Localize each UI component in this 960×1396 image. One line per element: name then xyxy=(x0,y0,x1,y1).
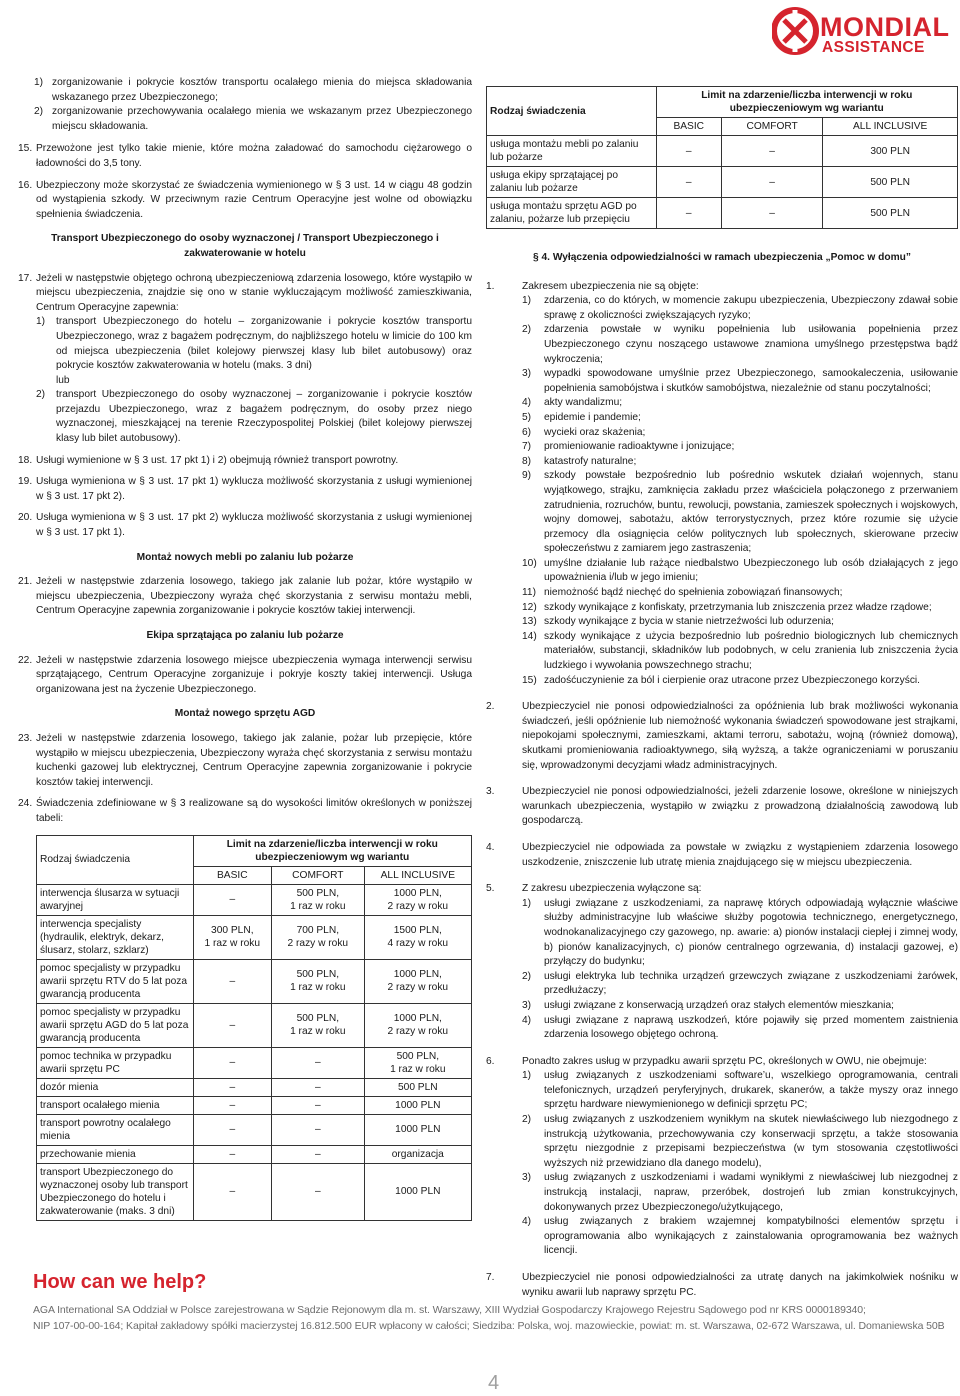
basic-cell: – xyxy=(193,1114,271,1145)
legal-line: AGA International SA Oddział w Polsce zarejestrowana w Sądzie Rejonowym dla m. st. Warszawy, XIII Wydział Gospodarczy Krajowego Rejestru Sądowego pod nr KRS 0000189340; xyxy=(33,1304,866,1316)
list-item: 12) szkody wynikające z konfiskaty, przetrzymania lub zniszczenia przez władze rządowe; xyxy=(522,601,932,613)
service-cell: interwencja ślusarza w sytuacji awaryjnej xyxy=(37,884,194,915)
service-cell: dozór mienia xyxy=(37,1078,194,1096)
comfort-cell: – xyxy=(272,1145,365,1163)
list-item: 1) usług związanych z uszkodzeniami software’u, wszelkiego oprogramowania, centrali telefonicznych, urządzeń peryferyjnych, drukarek, skanerów, a także myszy oraz innego sprzętu hardware niewymienionego w definicji sprzętu PC; xyxy=(522,1070,958,1111)
all-inclusive-cell: organizacja xyxy=(364,1145,471,1163)
table-row xyxy=(37,959,472,1003)
list-item: 6) wycieki oraz skażenia; xyxy=(522,426,646,438)
exclusion-1: 1. Zakresem ubezpieczenia nie są objęte: 1) zdarzenia, co do których, w momencie zakupu ubezpieczenia, Ubezpieczony zdawał sobie sprawę z okoliczności zwiększających ryzyko; 2) zdarzenia powstałe w wyniku popełnienia lub usiłowania popełnienia przez Ubezpieczonego czynu noszącego ustawowe znamiona umyślnego przestępstwa bądź wykroczenia; 3) wypadki spowodowane umyślnie przez Ubezpieczonego, samookaleczenia, usiłowanie popełnienia samobójstwa i skutków samobójstwa, niezależnie od stanu poczytalności; 4) akty wandalizmu; 5) epidemie i pandemie; 6) wycieki oraz skażenia; 7) promieniowanie radioaktywne i jonizujące; 8) katastrofy naturalne; 9) szkody powstałe bezpośrednio lub pośrednio wskutek działań wojennych, stanu wyjątkowego, strajku, zamknięcia zakładu przez właściciela połączonego z przerwaniem zatrudnienia, rozruchów, buntu, rewolucji, powstania, zamieszek społecznych i wojskowych, wojny domowej, sabotażu, aktów terrorystycznych, przez które rozumie się użycie przemocy dla osiągnięcia celów politycznych lub społecznych, skierowane przeciw społeczeństwu z zamiarem jego zastraszenia; 10) umyślne działanie lub rażące niedbalstwo Ubezpieczonego lub osób działających z jego upoważnienia i/lub w jego imieniu; 11) niemożność bądź niechęć do spełnienia zobowiązań finansowych; 12) szkody wynikające z konfiskaty, przetrzymania lub zniszczenia przez władze rządowe; 13) szkody wynikające z bycia w stanie nietrzeźwości lub odurzenia; 14) szkody wynikające z użycia bezpośrednio lub pośrednio biologicznych lub chemicznych materiałów, substancji, składników lub podobnych, w celu zranienia lub zniszczenia życia ludzkiego i wywołania powszechnego strachu; 15) zadośćuczynienie za ból i cierpienie oraz utracone przez Ubezpieczonego korzyści. xyxy=(486,280,958,689)
basic-cell: – xyxy=(193,1096,271,1114)
list-item: 1) usługi związane z uszkodzeniami, za naprawę których odpowiadają wyłącznie właściwe służby administracyjne lub właściwe służby pogotowia technicznego, energetycznego, wodnokanalizacyjnego czy gazowego, np. awarie: a) pionów instalacji ciepłej i zimnej wody, b) pionów kanalizacyjnych, c) pionów centralnego ogrzewania, d) instalacji gazowej, e) przyłączy do budynku; xyxy=(522,897,958,968)
list-item: 2) usługi elektryka lub technika urządzeń grzewczych związane z uszkodzeniami żarówek, przedłużaczy; xyxy=(522,970,958,997)
table-row xyxy=(487,167,958,198)
limit-header: Limit na zdarzenie/liczba interwencji w roku ubezpieczeniowym wg wariantu xyxy=(656,87,957,118)
list-item: 5) epidemie i pandemie; xyxy=(522,411,641,423)
all-inclusive-cell: 1000 PLN xyxy=(364,1096,471,1114)
comfort-cell: 700 PLN, 2 razy w roku xyxy=(272,915,365,959)
list-item: 8) katastrofy naturalne; xyxy=(522,455,637,467)
basic-cell: 300 PLN, 1 raz w roku xyxy=(193,915,271,959)
basic-cell: – xyxy=(193,1145,271,1163)
mondial-logo-icon xyxy=(772,6,822,56)
section-heading: Transport Ubezpieczonego do osoby wyznaczonej / Transport Ubezpieczonego i zakwaterowanie w hotelu xyxy=(51,233,439,259)
exclusion-3: 3. Ubezpieczyciel nie ponosi odpowiedzialności, jeżeli zdarzenie losowe, określone w niniejszych warunkach ubezpieczenia, wystąpiło w związku z prowadzoną działalnością zawodową lub gospodarczą. xyxy=(486,786,958,827)
service-cell: usługa montażu sprzętu AGD po zalaniu, pożarze lub przepięciu xyxy=(487,198,657,229)
basic-cell: – xyxy=(193,1163,271,1220)
section-heading: Montaż nowych mebli po zalaniu lub pożarze xyxy=(136,551,354,563)
exclusion-7: 7. Ubezpieczyciel nie ponosi odpowiedzialności za utratę danych na jakimkolwiek nośniku w wyniku awarii lub naprawy sprzętu PC. xyxy=(486,1272,958,1298)
comfort-cell: – xyxy=(272,1114,365,1145)
basic-cell: – xyxy=(656,167,721,198)
service-cell: pomoc specjalisty w przypadku awarii sprzętu RTV do 5 lat poza gwarancją producenta xyxy=(37,959,194,1003)
variant-all-inclusive: ALL INCLUSIVE xyxy=(823,118,958,136)
basic-cell: – xyxy=(193,1078,271,1096)
comfort-cell: 500 PLN, 1 raz w roku xyxy=(272,1003,365,1047)
list-item: 1) zorganizowanie i pokrycie kosztów transportu ocalałego mienia do miejsca składowania wskazanego przez Ubezpieczonego; xyxy=(34,77,472,103)
comfort-cell: – xyxy=(272,1096,365,1114)
comfort-cell: 500 PLN, 1 raz w roku xyxy=(272,884,365,915)
section-heading: Ekipa sprzątająca po zalaniu lub pożarze xyxy=(146,630,344,641)
variant-comfort: COMFORT xyxy=(721,118,822,136)
list-item: 7) promieniowanie radioaktywne i jonizujące; xyxy=(522,441,735,453)
list-item: 3) wypadki spowodowane umyślnie przez Ubezpieczonego, samookaleczenia, usiłowanie popełnienia samobójstwa i skutków samobójstwa, niezależnie od stanu poczytalności; xyxy=(522,368,958,394)
exclusion-2: 2. Ubezpieczyciel nie ponosi odpowiedzialności za opóźnienia lub brak możliwości wykonania świadczeń, jeśli opóźnienie lub niemożność wykonania świadczeń spowodowane jest strajkami, niepokojami społecznymi, zamieszkami, aktami terroru, sabotażu, wojną (również domową), skutkami promieniowania radioaktywnego, siłą wyższą, a także ograniczeniami w poruszaniu się, wprowadzonymi decyzjami władz administracyjnych. xyxy=(486,701,958,771)
basic-cell: – xyxy=(656,198,721,229)
exclusion-4: 4. Ubezpieczyciel nie odpowiada za powstałe w związku z wystąpieniem zdarzenia losowego uszkodzenie, zniszczenie lub utratę mienia znajdującego się w miejscu ubezpieczenia. xyxy=(486,841,958,868)
service-cell: transport powrotny ocalałego mienia xyxy=(37,1114,194,1145)
exclusion-6: 6. Ponadto zakres usług w przypadku awarii sprzętu PC, określonych w OWU, nie obejmuje: 1) usług związanych z uszkodzeniami software’u, wszelkiego oprogramowania, centrali telefonicznych, urządzeń peryferyjnych, drukarek, skanerów, a także myszy oraz innego sprzętu hardware niewymienionego w definicji sprzętu PC; 2) usług związanych z uszkodzeniem wynikłym na skutek niewłaściwego lub niezgodnego z instrukcją użytkowania, przechowywania czy konserwacji sprzętu, a także stosowania sprzętu niezgodnie z przepisami bezpieczeństwa (w tym stosowania częstotliwości wyższych niż przewidziano dla danego modelu), 3) usług związanych z uszkodzeniami i wadami wynikłymi z niewłaściwej lub niezgodnej z instrukcją instalacji, napraw, przeróbek, dostrojeń lub zmian konstrukcyjnych, dokonywanych przez Ubezpieczonego/użytkującego, 4) usług związanych z brakiem wzajemnej kompatybilności elementów sprzętu i oprogramowania albo wynikających z zainstalowania oprogramowania bez ważnych licencji. xyxy=(486,1055,958,1259)
variant-all-inclusive: ALL INCLUSIVE xyxy=(364,866,471,884)
paragraph-15: 15. Przewożone jest tylko takie mienie, które można załadować do samochodu ciężarowego o ładowności do 3,5 tony. xyxy=(18,143,472,169)
comfort-cell: – xyxy=(721,198,822,229)
all-inclusive-cell: 1000 PLN, 2 razy w roku xyxy=(364,884,471,915)
list-item: 1) zdarzenia, co do których, w momencie zakupu ubezpieczenia, Ubezpieczony zdawał sobie sprawę z okoliczności zwiększających ryzyko; xyxy=(522,295,958,321)
limit-header: Limit na zdarzenie/liczba interwencji w roku ubezpieczeniowym wg wariantu xyxy=(193,835,471,866)
help-heading: How can we help? xyxy=(33,1271,207,1293)
page-number: 4 xyxy=(488,1372,500,1394)
mondial-assistance-logo xyxy=(772,6,958,56)
all-inclusive-cell: 500 PLN xyxy=(364,1078,471,1096)
logo-subtitle: ASSISTANCE xyxy=(822,39,925,56)
all-inclusive-cell: 1500 PLN, 4 razy w roku xyxy=(364,915,471,959)
limits-table-right xyxy=(486,86,958,229)
service-cell: interwencja specjalisty (hydraulik, elektryk, dekarz, ślusarz, stolarz, szklarz) xyxy=(37,915,194,959)
limits-table xyxy=(36,835,472,1221)
right-column xyxy=(486,86,958,1312)
list-item: 4) usługi związane z naprawą uszkodzeń, które pojawiły się przed momentem zaistnienia zdarzenia losowego objętego ochroną. xyxy=(522,1014,958,1041)
table-row xyxy=(37,1163,472,1220)
table-row xyxy=(37,884,472,915)
service-cell: transport ocalałego mienia xyxy=(37,1096,194,1114)
all-inclusive-cell: 300 PLN xyxy=(823,136,958,167)
table-row xyxy=(487,136,958,167)
comfort-cell: – xyxy=(272,1163,365,1220)
paragraph-22: 22. Jeżeli w następstwie zdarzenia losowego miejsce ubezpieczenia wymaga interwencji serwisu sprzątającego, Centrum Operacyjne zorganizuje i pokryje koszty takiej interwencji. Usługa organizowana jest na życzenie Ubezpieczonego. xyxy=(18,654,472,695)
basic-cell: – xyxy=(193,1047,271,1078)
all-inclusive-cell: 500 PLN xyxy=(823,198,958,229)
list-item: 2) transport Ubezpieczonego do osoby wyznaczonej – zorganizowanie i pokrycie kosztów przejazdu Ubezpieczonego, wraz z bagażem podręcznym, do osoby przez niego wyznaczonej, mieszkającej na terenie Rzeczypospolitej Polskiej (bilet kolejowy pierwszej klasy lub bilet autobusowy). xyxy=(36,389,472,445)
comfort-cell: – xyxy=(272,1078,365,1096)
table-row xyxy=(37,1145,472,1163)
paragraph-16: 16. Ubezpieczony może skorzystać ze świadczenia wymienionego w § 3 ust. 14 w ciągu 48 godzin od wystąpienia szkody. W przeciwnym razie Centrum Operacyjne jest wolne od obowiązku spełnienia świadczenia. xyxy=(18,179,472,220)
list-item: lub xyxy=(56,374,70,386)
list-item: 11) niemożność bądź niechęć do spełnienia zobowiązań finansowych; xyxy=(522,587,843,599)
column-header: Rodzaj świadczenia xyxy=(37,835,194,884)
variant-basic: BASIC xyxy=(193,866,271,884)
paragraph-17: 17. Jeżeli w następstwie objętego ochroną ubezpieczeniową zdarzenia losowego, które wystąpiło w miejscu ubezpieczenia, znajdzie się ono w stanie wykluczającym możliwość zamieszkiwania, Centrum Operacyjne zapewnia: 1) transport Ubezpieczonego do hotelu – zorganizowanie i pokrycie kosztów transportu Ubezpieczonego, wraz z bagażem podręcznym, do najbliższego hotelu w limicie do 100 km od miejsca ubezpieczenia (bilet kolejowy pierwszej klasy lub bilet autobusowy) oraz pokrycie kosztów zakwaterowania w hotelu (maks. 3 dni) lub 2) transport Ubezpieczonego do osoby wyznaczonej – zorganizowanie i pokrycie kosztów przejazdu Ubezpieczonego, wraz z bagażem podręcznym, do osoby przez niego wyznaczonej, mieszkającej na terenie Rzeczypospolitej Polskiej (bilet kolejowy pierwszej klasy lub bilet autobusowy). xyxy=(18,272,472,447)
service-cell: usługa montażu mebli po zalaniu lub pożarze xyxy=(487,136,657,167)
table-row xyxy=(37,1114,472,1145)
list-item: 9) szkody powstałe bezpośrednio lub pośrednio wskutek działań wojennych, stanu wyjątkowego, strajku, zamknięcia zakładu przez właściciela połączonego z przerwaniem zatrudnienia, rozruchów, buntu, rewolucji, powstania, zamieszek społecznych i wojskowych, wojny domowej, sabotażu, aktów terrorystycznych, przez które rozumie się użycie przemocy dla osiągnięcia celów politycznych lub społecznych, skierowane przeciw społeczeństwu z zamiarem jego zastraszenia; xyxy=(522,470,958,555)
section-heading: § 4. Wyłączenia odpowiedzialności w ramach ubezpieczenia „Pomoc w domu” xyxy=(533,252,911,263)
exclusion-5: 5. Z zakresu ubezpieczenia wyłączone są: 1) usługi związane z uszkodzeniami, za naprawę których odpowiadają wyłącznie właściwe służby administracyjne lub właściwe służby pogotowia technicznego, energetycznego, wodnokanalizacyjnego czy gazowego, np. awarie: a) pionów instalacji ciepłej i zimnej wody, b) pionów kanalizacyjnych, c) pionów centralnego ogrzewania, d) instalacji gazowej, e) przyłączy do budynku; 2) usługi elektryka lub technika urządzeń grzewczych związane z uszkodzeniami żarówek, przedłużaczy; 3) usługi związane z konserwacją urządzeń oraz stałych elementów mieszkania; 4) usługi związane z naprawą uszkodzeń, które pojawiły się przed momentem zaistnienia zdarzenia losowego objętego ochroną. xyxy=(486,882,958,1043)
list-item: 15) zadośćuczynienie za ból i cierpienie oraz utracone przez Ubezpieczonego korzyści. xyxy=(522,674,921,686)
variant-comfort: COMFORT xyxy=(272,866,365,884)
all-inclusive-cell: 1000 PLN xyxy=(364,1163,471,1220)
basic-cell: – xyxy=(193,959,271,1003)
table-row xyxy=(37,1096,472,1114)
service-cell: usługa ekipy sprzątającej po zalaniu lub pożarze xyxy=(487,167,657,198)
section-heading: Montaż nowego sprzętu AGD xyxy=(174,708,316,720)
list-item: 2) usług związanych z uszkodzeniem wynikłym na skutek niewłaściwego lub niezgodnego z instrukcją użytkowania, przechowywania czy konserwacji sprzętu, a także stosowania sprzętu niezgodnie z przepisami bezpieczeństwa (w tym stosowania częstotliwości wyższych niż przewidziano dla danego modelu), xyxy=(522,1114,958,1169)
all-inclusive-cell: 1000 PLN, 2 razy w roku xyxy=(364,959,471,1003)
list-item: 13) szkody wynikające z bycia w stanie nietrzeźwości lub odurzenia; xyxy=(522,616,834,628)
list-item: 1) transport Ubezpieczonego do hotelu – zorganizowanie i pokrycie kosztów transportu Ubezpieczonego, wraz z bagażem podręcznym, do najbliższego hotelu w limicie do 100 km od miejsca ubezpieczenia (bilet kolejowy pierwszej klasy lub bilet autobusowy) oraz pokrycie kosztów zakwaterowania w hotelu (maks. 3 dni) xyxy=(36,316,472,372)
list-item: 2) zorganizowanie przechowywania ocalałego mienia we wskazanym przez Ubezpieczonego miejscu składowania. xyxy=(34,106,472,132)
basic-cell: – xyxy=(193,884,271,915)
paragraph-18: 18. Usługi wymienione w § 3 ust. 17 pkt 1) i 2) obejmują również transport powrotny. xyxy=(18,454,399,466)
table-row xyxy=(487,198,958,229)
all-inclusive-cell: 500 PLN xyxy=(823,167,958,198)
table-row xyxy=(37,1078,472,1096)
paragraph-20: 20. Usługa wymieniona w § 3 ust. 17 pkt 2) wyklucza możliwość skorzystania z usługi wymienionej w § 3 ust. 17 pkt 1). xyxy=(18,512,472,539)
comfort-cell: – xyxy=(272,1047,365,1078)
comfort-cell: 500 PLN, 1 raz w roku xyxy=(272,959,365,1003)
column-header: Rodzaj świadczenia xyxy=(487,87,657,136)
list-item: 2) zdarzenia powstałe w wyniku popełnienia lub usiłowania popełnienia przez Ubezpieczonego czynu noszącego ustawowe znamiona umyślnego przestępstwa bądź wykroczenia; xyxy=(522,324,958,365)
basic-cell: – xyxy=(656,136,721,167)
list-item: 4) akty wandalizmu; xyxy=(522,397,623,409)
service-cell: transport Ubezpieczonego do wyznaczonej osoby lub transport Ubezpieczonego do hotelu i zakwaterowanie (maks. 3 dni) xyxy=(37,1163,194,1220)
all-inclusive-cell: 500 PLN, 1 raz w roku xyxy=(364,1047,471,1078)
list-item: 3) usługi związane z konserwacją urządzeń oraz stałych elementów mieszkania; xyxy=(522,999,894,1011)
comfort-cell: – xyxy=(721,167,822,198)
list-item: 3) usług związanych z uszkodzeniami i wadami wynikłymi z niewłaściwej lub niezgodnej z instrukcją instalacji, napraw, przeróbek, dostrojeń lub zmian konstrukcyjnych, dokonywanych przez Ubezpieczonego/użytkującego, xyxy=(522,1172,958,1213)
paragraph-23: 23. Jeżeli w następstwie zdarzenia losowego, takiego jak zalanie, pożar lub przepięcie, które wystąpiło w miejscu ubezpieczenia, Ubezpieczony wyraża chęć skorzystania z serwisu montażu kuchenki gazowej lub elektrycznej, Centrum Operacyjne zapewnia zorganizowanie i pokrycie kosztów takiej interwencji. xyxy=(18,732,472,788)
comfort-cell: – xyxy=(721,136,822,167)
service-cell: pomoc specjalisty w przypadku awarii sprzętu AGD do 5 lat poza gwarancją producenta xyxy=(37,1003,194,1047)
service-cell: pomoc technika w przypadku awarii sprzętu PC xyxy=(37,1047,194,1078)
paragraph-21: 21. Jeżeli w następstwie zdarzenia losowego, takiego jak zalanie lub pożar, które wystąpiło w miejscu ubezpieczenia, Ubezpieczony wyraża chęć skorzystania z serwisu montażu mebli, Centrum Operacyjne zapewnia zorganizowanie i pokrycie kosztów takiej interwencji. xyxy=(18,576,472,617)
table-row xyxy=(37,1003,472,1047)
variant-basic: BASIC xyxy=(656,118,721,136)
all-inclusive-cell: 1000 PLN, 2 razy w roku xyxy=(364,1003,471,1047)
list-item: 14) szkody wynikające z użycia bezpośrednio lub pośrednio biologicznych lub chemicznych materiałów, substancji, składników lub podobnych, w celu zranienia lub zniszczenia życia ludzkiego i wywołania powszechnego strachu; xyxy=(522,630,958,672)
legal-line: NIP 107-00-00-164; Kapitał zakładowy spółki macierzystej 16.812.500 EUR wpłacony w całości; Siedziba: Polska, woj. mazowieckie, powiat: m. st. Warszawa, 02-672 Warszawa, ul. Domaniewska 50B xyxy=(33,1320,945,1332)
basic-cell: – xyxy=(193,1003,271,1047)
list-item: 4) usług związanych z brakiem wzajemnej kompatybilności elementów sprzętu i oprogramowania albo wynikających z zainstalowania oprogramowania bez ważnych licencji. xyxy=(522,1216,958,1257)
logo-name: MONDIAL xyxy=(820,12,950,42)
service-cell: przechowanie mienia xyxy=(37,1145,194,1163)
left-column xyxy=(18,76,472,1221)
paragraph-24: 24. Świadczenia zdefiniowane w § 3 realizowane są do wysokości limitów określonych w poniższej tabeli: xyxy=(18,798,472,824)
table-row xyxy=(37,1047,472,1078)
limits-table-wrap xyxy=(18,835,472,1221)
list-item: 10) umyślne działanie lub rażące niedbalstwo Ubezpieczonego lub osób działających z jego upoważnienia i/lub w jego imieniu; xyxy=(522,557,958,584)
paragraph-19: 19. Usługa wymieniona w § 3 ust. 17 pkt 1) wyklucza możliwość skorzystania z usługi wymienionej w § 3 ust. 17 pkt 2). xyxy=(18,476,472,502)
all-inclusive-cell: 1000 PLN xyxy=(364,1114,471,1145)
table-row xyxy=(37,915,472,959)
